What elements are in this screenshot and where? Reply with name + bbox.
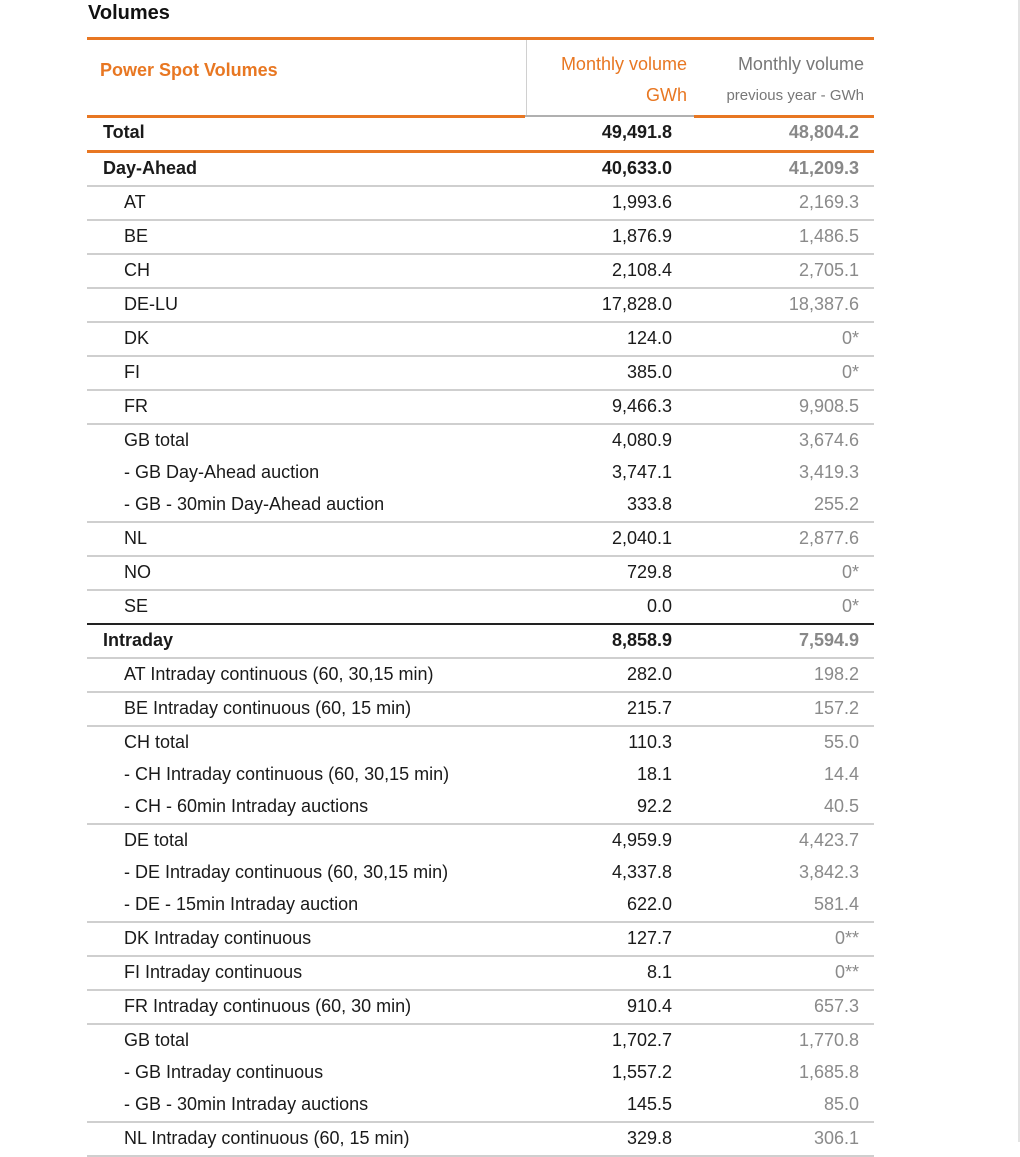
row-current-volume: 329.8 (626, 1128, 672, 1148)
table-row (87, 957, 874, 991)
table-row (87, 857, 874, 889)
table-row (87, 153, 874, 187)
row-label: AT Intraday continuous (60, 30,15 min) (124, 664, 434, 684)
row-current-volume: 18.1 (636, 764, 672, 784)
row-previous-volume: 657.3 (813, 996, 859, 1016)
row-current-volume: 622.0 (626, 894, 672, 914)
row-current-volume: 215.7 (626, 698, 672, 718)
row-previous-volume: 3,842.3 (798, 862, 859, 882)
row-label: - GB Intraday continuous (124, 1062, 324, 1082)
section-title: Volumes (88, 2, 170, 24)
table-row (87, 625, 874, 659)
row-label: BE Intraday continuous (60, 15 min) (124, 698, 412, 718)
table-row (87, 991, 874, 1025)
column-header-current-line1: Monthly volume (560, 54, 687, 74)
row-label: - DE - 15min Intraday auction (124, 894, 359, 914)
table-row (87, 759, 874, 791)
row-label: - CH - 60min Intraday auctions (124, 796, 369, 816)
row-previous-volume: 1,770.8 (798, 1030, 859, 1050)
table-row (87, 289, 874, 323)
row-current-volume: 2,040.1 (611, 528, 672, 548)
table-header (87, 37, 874, 117)
row-current-volume: 4,080.9 (611, 430, 672, 450)
row-previous-volume: 85.0 (823, 1094, 859, 1114)
table-row (87, 523, 874, 557)
row-current-volume: 3,747.1 (611, 462, 672, 482)
row-previous-volume: 48,804.2 (788, 122, 859, 142)
table-row (87, 889, 874, 923)
row-current-volume: 92.2 (636, 796, 672, 816)
table-row (87, 1089, 874, 1123)
row-label: - GB - 30min Intraday auctions (124, 1094, 369, 1114)
row-previous-volume: 198.2 (813, 664, 859, 684)
row-current-volume: 385.0 (626, 362, 672, 382)
row-current-volume: 9,466.3 (611, 396, 672, 416)
column-header-previous (694, 49, 864, 111)
row-previous-volume: 2,877.6 (798, 528, 859, 548)
row-previous-volume: 306.1 (813, 1128, 859, 1148)
row-label: NL Intraday continuous (60, 15 min) (124, 1128, 410, 1148)
row-current-volume: 910.4 (626, 996, 672, 1016)
row-current-volume: 1,993.6 (611, 192, 672, 212)
table-row (87, 1057, 874, 1089)
row-label: DK (124, 328, 150, 348)
row-previous-volume: 0* (841, 362, 859, 382)
row-label: CH total (124, 732, 190, 752)
row-previous-volume: 40.5 (823, 796, 859, 816)
row-current-volume: 4,337.8 (611, 862, 672, 882)
row-label: FI (124, 362, 140, 382)
row-label: - CH Intraday continuous (60, 30,15 min) (124, 764, 450, 784)
row-previous-volume: 2,705.1 (798, 260, 859, 280)
row-label: SE (124, 596, 149, 616)
row-previous-volume: 3,674.6 (798, 430, 859, 450)
table-row (87, 557, 874, 591)
row-previous-volume: 4,423.7 (798, 830, 859, 850)
row-previous-volume: 157.2 (813, 698, 859, 718)
row-current-volume: 729.8 (626, 562, 672, 582)
row-previous-volume: 14.4 (823, 764, 859, 784)
row-previous-volume: 55.0 (823, 732, 859, 752)
row-current-volume: 8.1 (646, 962, 672, 982)
row-current-volume: 8,858.9 (611, 630, 672, 650)
row-current-volume: 110.3 (628, 732, 672, 752)
row-previous-volume: 41,209.3 (788, 158, 859, 178)
row-previous-volume: 0** (834, 928, 859, 948)
row-label: CH (124, 260, 150, 280)
column-header-current-line2: GWh (645, 85, 687, 105)
table-row (87, 1123, 874, 1157)
row-previous-volume: 1,486.5 (798, 226, 859, 246)
row-current-volume: 282.0 (626, 664, 672, 684)
row-previous-volume: 2,169.3 (798, 192, 859, 212)
table-row (87, 693, 874, 727)
row-previous-volume: 581.4 (813, 894, 859, 914)
table-row (87, 425, 874, 457)
row-label: FR (124, 396, 148, 416)
row-previous-volume: 0* (841, 562, 859, 582)
row-label: - GB - 30min Day-Ahead auction (124, 494, 385, 514)
table-row (87, 357, 874, 391)
row-previous-volume: 18,387.6 (788, 294, 859, 314)
row-label: DK Intraday continuous (124, 928, 312, 948)
row-label: - DE Intraday continuous (60, 30,15 min) (124, 862, 449, 882)
row-current-volume: 17,828.0 (601, 294, 672, 314)
row-label: Day-Ahead (103, 158, 198, 178)
column-header-previous-line1: Monthly volume (737, 54, 864, 74)
row-label: BE (124, 226, 149, 246)
table-row (87, 391, 874, 425)
row-previous-volume: 0* (841, 328, 859, 348)
table-row (87, 923, 874, 957)
row-label: FR Intraday continuous (60, 30 min) (124, 996, 412, 1016)
row-current-volume: 49,491.8 (601, 122, 672, 142)
row-current-volume: 1,557.2 (611, 1062, 672, 1082)
row-previous-volume: 0* (841, 596, 859, 616)
row-current-volume: 4,959.9 (611, 830, 672, 850)
table-row (87, 457, 874, 489)
row-label: - GB Day-Ahead auction (124, 462, 320, 482)
table-row (87, 221, 874, 255)
table-title: Power Spot Volumes (100, 60, 278, 80)
row-label: GB total (124, 1030, 190, 1050)
column-header-previous-line2: previous year - GWh (726, 87, 864, 104)
table-row (87, 187, 874, 221)
table-row (87, 591, 874, 625)
row-current-volume: 1,876.9 (611, 226, 672, 246)
table-row (87, 117, 874, 153)
row-current-volume: 0.0 (646, 596, 672, 616)
table-row (87, 255, 874, 289)
table-row (87, 659, 874, 693)
row-current-volume: 127.7 (626, 928, 672, 948)
row-label: FI Intraday continuous (124, 962, 303, 982)
row-previous-volume: 0** (834, 962, 859, 982)
row-previous-volume: 7,594.9 (798, 630, 859, 650)
row-label: NL (124, 528, 148, 548)
power-spot-volumes-table (87, 37, 874, 1157)
row-label: DE total (124, 830, 189, 850)
row-current-volume: 124.0 (626, 328, 672, 348)
row-label: DE-LU (124, 294, 179, 314)
row-previous-volume: 9,908.5 (798, 396, 859, 416)
table-body (87, 117, 874, 1157)
row-previous-volume: 255.2 (813, 494, 859, 514)
row-label: NO (124, 562, 151, 582)
row-current-volume: 1,702.7 (611, 1030, 672, 1050)
column-header-current (527, 49, 687, 111)
row-current-volume: 145.5 (626, 1094, 672, 1114)
row-previous-volume: 1,685.8 (798, 1062, 859, 1082)
table-row (87, 825, 874, 857)
row-label: GB total (124, 430, 190, 450)
table-row (87, 489, 874, 523)
table-row (87, 1025, 874, 1057)
table-row (87, 727, 874, 759)
table-row (87, 791, 874, 825)
row-label: Intraday (103, 630, 174, 650)
table-row (87, 323, 874, 357)
row-current-volume: 2,108.4 (611, 260, 672, 280)
row-label: AT (124, 192, 146, 212)
row-current-volume: 40,633.0 (601, 158, 672, 178)
row-previous-volume: 3,419.3 (798, 462, 859, 482)
row-current-volume: 333.8 (626, 494, 672, 514)
row-label: Total (103, 122, 145, 142)
